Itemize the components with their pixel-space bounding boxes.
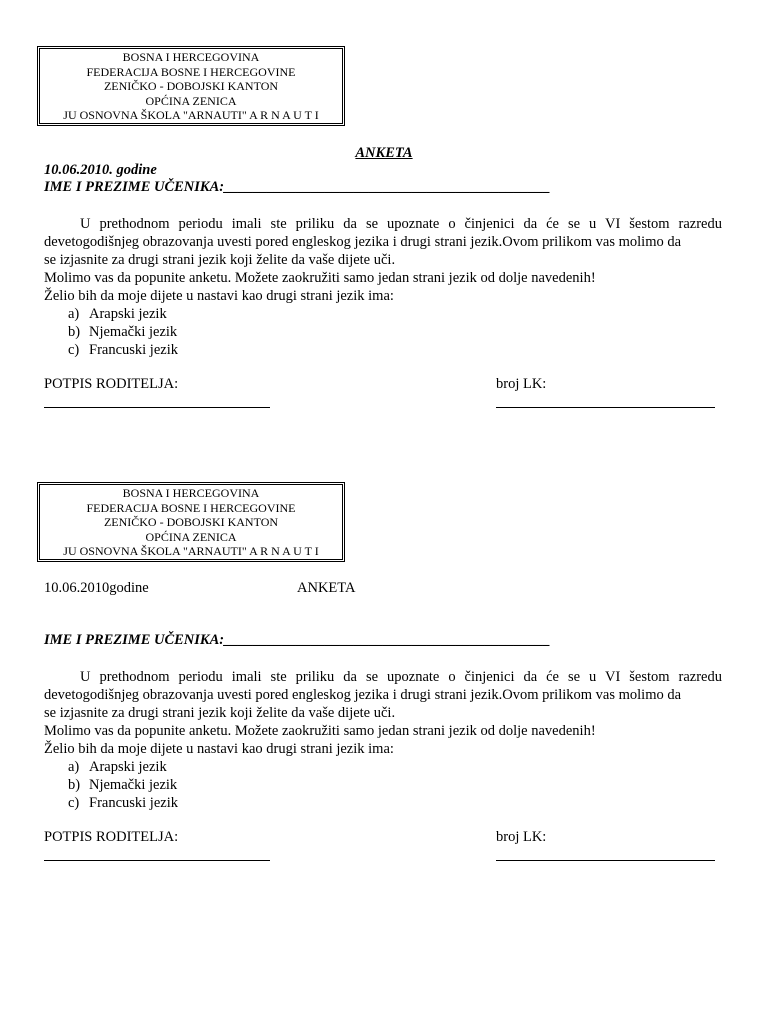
student-name-field[interactable]: IME I PREZIME UČENIKA:_____________________________________________ — [44, 179, 551, 195]
signature-label: POTPIS RODITELJA: — [44, 376, 179, 392]
header-line: JU OSNOVNA ŠKOLA "ARNAUTI" A R N A U T I — [63, 544, 319, 558]
header-line: FEDERACIJA BOSNE I HERCEGOVINE — [86, 500, 296, 515]
option-letter: c) — [68, 342, 80, 358]
intro-line: U prethodnom periodu imali ste priliku da se upoznate o činjenici da će se u VI šestom razredu — [80, 669, 722, 685]
header-line: OPĆINA ZENICA — [145, 529, 237, 544]
option-german[interactable] — [44, 776, 722, 794]
option-letter: b) — [68, 324, 81, 340]
intro-line: devetogodišnjeg obrazovanja uvesti pored engleskog jezika i drugi strani jezik.Ovom prilikom vas molimo da — [44, 234, 682, 250]
survey-date: 10.06.2010godine — [44, 580, 149, 596]
survey-body — [44, 668, 722, 812]
question-line: Želio bih da moje dijete u nastavi kao drugi strani jezik ima: — [44, 288, 394, 304]
id-card-line[interactable] — [496, 860, 715, 861]
intro-line: devetogodišnjeg obrazovanja uvesti pored engleskog jezika i drugi strani jezik.Ovom prilikom vas molimo da — [44, 687, 682, 703]
option-text: Arapski jezik — [89, 306, 167, 322]
header-line: ZENIČKO - DOBOJSKI KANTON — [103, 79, 279, 93]
option-text: Njemački jezik — [89, 324, 178, 340]
question-line: Želio bih da moje dijete u nastavi kao drugi strani jezik ima: — [44, 741, 394, 757]
option-letter: c) — [68, 795, 80, 811]
option-arabic[interactable] — [44, 758, 722, 776]
signature-line[interactable] — [44, 860, 270, 861]
intro-line: U prethodnom periodu imali ste priliku da se upoznate o činjenici da će se u VI šestom razredu — [80, 216, 722, 232]
header-line: ZENIČKO - DOBOJSKI KANTON — [103, 515, 279, 529]
survey-title: ANKETA — [355, 145, 413, 161]
survey-title: ANKETA — [297, 580, 356, 596]
header-line: BOSNA I HERCEGOVINA — [122, 486, 260, 500]
option-text: Arapski jezik — [89, 759, 167, 775]
id-card-label: broj LK: — [496, 376, 547, 392]
instruction-line: Molimo vas da popunite anketu. Možete zaokružiti samo jedan strani jezik od dolje navedenih! — [44, 270, 596, 286]
header-line: BOSNA I HERCEGOVINA — [122, 50, 260, 64]
option-letter: a) — [68, 759, 80, 775]
option-text: Njemački jezik — [89, 777, 178, 793]
header-line: FEDERACIJA BOSNE I HERCEGOVINE — [86, 64, 296, 79]
id-card-label: broj LK: — [496, 829, 547, 845]
signature-label: POTPIS RODITELJA: — [44, 829, 179, 845]
option-text: Francuski jezik — [89, 795, 178, 811]
option-french[interactable] — [44, 794, 722, 812]
intro-line: se izjasnite za drugi strani jezik koji želite da vaše dijete uči. — [44, 705, 396, 721]
option-letter: a) — [68, 306, 80, 322]
header-line: OPĆINA ZENICA — [145, 93, 237, 108]
intro-line: se izjasnite za drugi strani jezik koji želite da vaše dijete uči. — [44, 252, 396, 268]
survey-date: 10.06.2010. godine — [44, 162, 157, 178]
option-text: Francuski jezik — [89, 342, 178, 358]
institution-header-box — [37, 482, 345, 562]
option-letter: b) — [68, 777, 81, 793]
student-name-field[interactable]: IME I PREZIME UČENIKA:_____________________________________________ — [44, 632, 551, 648]
instruction-line: Molimo vas da popunite anketu. Možete zaokružiti samo jedan strani jezik od dolje navedenih! — [44, 723, 596, 739]
header-line: JU OSNOVNA ŠKOLA "ARNAUTI" A R N A U T I — [63, 108, 319, 122]
